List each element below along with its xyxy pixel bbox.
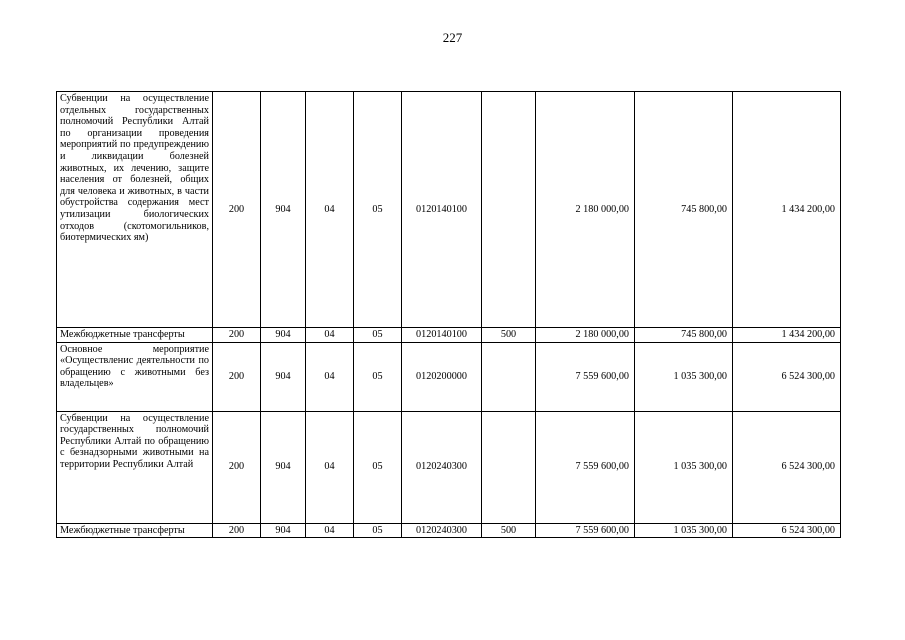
amount-cell: 1 434 200,00: [733, 92, 841, 328]
row-name-cell: Основное мероприятие «Осуществленис деятельности по обращению с животными без владельцев»: [57, 342, 213, 411]
code-cell: 04: [306, 523, 354, 538]
amount-cell: 1 434 200,00: [733, 328, 841, 343]
amount-cell: 2 180 000,00: [536, 92, 635, 328]
table-row: [57, 342, 841, 411]
amount-cell: 1 035 300,00: [635, 342, 733, 411]
code-cell: 04: [306, 328, 354, 343]
code-cell: 200: [213, 328, 261, 343]
expense-type-cell: 500: [482, 523, 536, 538]
table-row: [57, 92, 841, 328]
amount-cell: 2 180 000,00: [536, 328, 635, 343]
target-article-cell: 0120240300: [402, 411, 482, 523]
amount-cell: 745 800,00: [635, 92, 733, 328]
amount-cell: 7 559 600,00: [536, 523, 635, 538]
code-cell: 05: [354, 92, 402, 328]
code-cell: 200: [213, 411, 261, 523]
row-name-cell: Субвенции на осуществление государственных полномочий Республики Алтай по обращению с безнадзорными животными на территории Республики Алтай: [57, 411, 213, 523]
code-cell: 05: [354, 342, 402, 411]
target-article-cell: 0120240300: [402, 523, 482, 538]
expense-type-cell: 500: [482, 328, 536, 343]
budget-table: [56, 91, 841, 538]
code-cell: 904: [261, 523, 306, 538]
code-cell: 04: [306, 342, 354, 411]
target-article-cell: 0120140100: [402, 328, 482, 343]
table-row: [57, 411, 841, 523]
code-cell: 05: [354, 328, 402, 343]
table-row: [57, 328, 841, 343]
table-row: [57, 523, 841, 538]
page-number: 227: [442, 30, 463, 45]
amount-cell: 1 035 300,00: [635, 411, 733, 523]
amount-cell: 6 524 300,00: [733, 411, 841, 523]
code-cell: 05: [354, 523, 402, 538]
expense-type-cell: [482, 342, 536, 411]
code-cell: 904: [261, 92, 306, 328]
row-name-cell: Субвенции на осуществление отдельных государственных полномочий Республики Алтай по организации проведения мероприятий по предупреждению и ликвидации болезней животных, их лечению, защите населения от болезней, общих для человека и животных, в части обустройства содержания мест утилизации биологических отходов (скотомогильников, биотермических ям): [57, 92, 213, 328]
code-cell: 200: [213, 92, 261, 328]
code-cell: 05: [354, 411, 402, 523]
amount-cell: 745 800,00: [635, 328, 733, 343]
code-cell: 04: [306, 411, 354, 523]
row-name-cell: Межбюджетные трансферты: [57, 523, 213, 538]
amount-cell: 6 524 300,00: [733, 342, 841, 411]
code-cell: 04: [306, 92, 354, 328]
amount-cell: 7 559 600,00: [536, 411, 635, 523]
expense-type-cell: [482, 92, 536, 328]
row-name-cell: Межбюджетные трансферты: [57, 328, 213, 343]
amount-cell: 6 524 300,00: [733, 523, 841, 538]
target-article-cell: 0120140100: [402, 92, 482, 328]
code-cell: 200: [213, 523, 261, 538]
amount-cell: 1 035 300,00: [635, 523, 733, 538]
amount-cell: 7 559 600,00: [536, 342, 635, 411]
code-cell: 904: [261, 342, 306, 411]
expense-type-cell: [482, 411, 536, 523]
code-cell: 904: [261, 328, 306, 343]
code-cell: 200: [213, 342, 261, 411]
target-article-cell: 0120200000: [402, 342, 482, 411]
code-cell: 904: [261, 411, 306, 523]
